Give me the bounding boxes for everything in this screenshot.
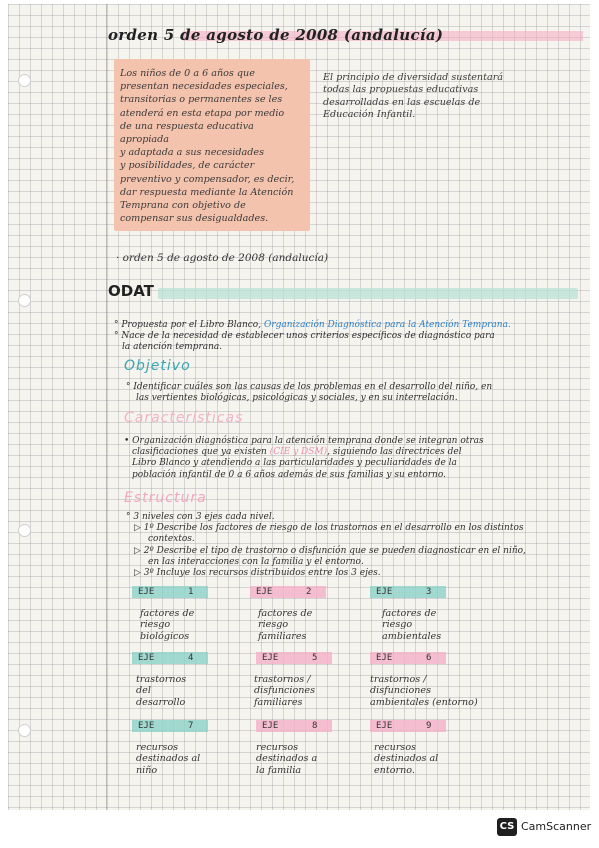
eje-6-label <box>370 652 446 664</box>
eje-number: 6 <box>426 653 432 663</box>
objetivo-title: Objetivo <box>124 358 191 374</box>
eje-text-line: desarrollo <box>136 696 186 708</box>
note-line: y adaptada a sus necesidades <box>120 147 265 159</box>
camscanner-logo: CS <box>497 818 517 836</box>
odat-highlight-text: Organización Diagnóstica para la Atención Temprana. <box>263 320 511 330</box>
eje-text-line: factores de <box>258 608 313 619</box>
eje-text-line: trastornos <box>136 674 187 685</box>
eje-label-text: EJE <box>376 653 393 663</box>
eje-9-label <box>370 720 446 732</box>
eje-number: 3 <box>426 587 432 597</box>
eje-label-text: EJE <box>256 587 273 597</box>
eje-label-text: EJE <box>138 721 155 731</box>
objetivo-line: las vertientes biológicas, psicológicas y sociales, y en su interrelación. <box>136 393 458 404</box>
eje-text-line: biológicos <box>140 630 190 642</box>
eje-4-text <box>136 674 236 708</box>
page-title: orden 5 de agosto de 2008 (andalucía) <box>108 26 444 44</box>
notebook-page <box>8 4 590 810</box>
eje-4-label <box>132 652 208 664</box>
note-line: de una respuesta educativa apropiada <box>120 120 254 146</box>
eje-number: 4 <box>188 653 194 663</box>
eje-text-line: recursos <box>136 742 179 753</box>
eje-1-text <box>140 608 240 642</box>
binder-hole <box>18 724 31 737</box>
caracteristicas-text-span: clasificaciones que ya existen <box>132 447 270 458</box>
odat-bullet-2-cont: la atención temprana. <box>122 342 223 353</box>
eje-text-line: niño <box>136 764 158 776</box>
odat-highlight <box>158 288 578 299</box>
eje-2-label <box>250 586 326 598</box>
estructura-line: ▷ 3º Incluye los recursos distribuidos entre los 3 ejes. <box>134 568 381 579</box>
side-note-line: Educación Infantil. <box>323 109 416 121</box>
note-line: dar respuesta mediante la Atención <box>120 186 294 198</box>
eje-text-line: trastornos / <box>254 674 311 685</box>
eje-text-line: ambientales <box>382 630 442 642</box>
caracteristicas-line: población infantil de 0 a 6 años además de sus familias y su entorno. <box>132 469 446 480</box>
caracteristicas-line <box>124 447 586 458</box>
eje-label-text: EJE <box>262 653 279 663</box>
estructura-line: ° 3 niveles con 3 ejes cada nivel. <box>126 512 275 522</box>
eje-text-line: riesgo <box>258 619 289 631</box>
eje-text-line: disfunciones <box>370 685 432 697</box>
side-note-line: desarrolladas en las escuelas de <box>323 96 481 108</box>
caracteristicas-title: Características <box>124 410 244 426</box>
note-box <box>114 59 310 231</box>
odat-bullet-2: ° Nace de la necesidad de establecer unos criterios específicos de diagnóstico para <box>114 331 495 342</box>
eje-text-line: destinados al <box>374 753 439 765</box>
binder-hole <box>18 74 31 87</box>
note-line: preventivo y compensador, es decir, <box>120 173 295 185</box>
eje-number: 1 <box>188 587 194 597</box>
objetivo-text <box>126 382 586 404</box>
binder-hole <box>18 524 31 537</box>
eje-7-text <box>136 742 236 776</box>
estructura-title: Estructura <box>124 490 207 506</box>
note-line: atenderá en esta etapa por medio <box>120 107 285 119</box>
estructura-line: ▷ 1º Describe los factores de riesgo de los trastornos en el desarrollo en los distintos <box>134 523 524 534</box>
eje-1-label <box>132 586 208 598</box>
eje-label-text: EJE <box>376 587 393 597</box>
note-line: Temprana con objetivo de <box>120 200 246 212</box>
note-line: transitorias o permanentes se les <box>120 94 283 106</box>
caracteristicas-line: • Organización diagnóstica para la atención temprana donde se integran otras <box>124 436 484 446</box>
eje-8-label <box>256 720 332 732</box>
eje-number: 7 <box>188 721 194 731</box>
reference-line: · orden 5 de agosto de 2008 (andalucía) <box>116 252 329 264</box>
odat-bullets <box>114 320 584 354</box>
cie-dsm-highlight: (CIE y DSM) <box>269 447 328 458</box>
eje-text-line: trastornos / <box>370 674 427 685</box>
margin-line <box>106 4 107 810</box>
eje-label-text: EJE <box>138 587 155 597</box>
estructura-text <box>126 512 588 579</box>
eje-3-text <box>382 608 482 642</box>
objetivo-line: ° Identificar cuáles son las causas de los problemas en el desarrollo del niño, en <box>126 382 493 392</box>
eje-text-line: factores de <box>140 608 195 619</box>
eje-text-line: del <box>136 685 151 697</box>
eje-text-line: entorno. <box>374 764 415 776</box>
eje-text-line: factores de <box>382 608 437 619</box>
eje-8-text <box>256 742 356 776</box>
eje-text-line: recursos <box>374 742 417 753</box>
eje-5-label <box>256 652 332 664</box>
eje-label-text: EJE <box>138 653 155 663</box>
side-note-line: todas las propuestas educativas <box>323 84 479 96</box>
eje-2-text <box>258 608 358 642</box>
eje-text-line: familiares <box>254 696 303 708</box>
side-note-line: El principio de diversidad sustentará <box>323 72 503 83</box>
eje-number: 8 <box>312 721 318 731</box>
estructura-line: contextos. <box>148 534 195 545</box>
eje-text-line: recursos <box>256 742 299 753</box>
eje-text-line: ambientales (entorno) <box>370 696 478 708</box>
estructura-line: ▷ 2º Describe el tipo de trastorno o disfunción que se pueden diagnosticar en el niño, <box>134 545 526 556</box>
eje-text-line: familiares <box>258 630 307 642</box>
note-line: y posibilidades, de carácter <box>120 160 255 172</box>
eje-7-label <box>132 720 208 732</box>
caracteristicas-line: Libro Blanco y atendiendo a las particularidades y peculiaridades de la <box>132 458 457 469</box>
eje-number: 2 <box>306 587 312 597</box>
eje-3-label <box>370 586 446 598</box>
eje-label-text: EJE <box>376 721 393 731</box>
note-line: compensar sus desigualdades. <box>120 213 269 225</box>
eje-6-text <box>370 674 490 708</box>
eje-text-line: riesgo <box>382 619 413 631</box>
estructura-line: en las interacciones con la familia y el entorno. <box>148 556 364 567</box>
eje-label-text: EJE <box>262 721 279 731</box>
eje-number: 9 <box>426 721 432 731</box>
caracteristicas-text-span: , siguiendo las directrices del <box>327 447 462 458</box>
eje-5-text <box>254 674 354 708</box>
camscanner-watermark: CamScanner <box>521 820 592 833</box>
side-note <box>323 72 533 122</box>
eje-text-line: destinados a <box>256 753 318 765</box>
bullet-text: ° Propuesta por el Libro Blanco, <box>114 320 264 330</box>
binder-hole <box>18 294 31 307</box>
eje-number: 5 <box>312 653 318 663</box>
eje-text-line: riesgo <box>140 619 171 631</box>
note-line: presentan necesidades especiales, <box>120 81 288 93</box>
eje-text-line: destinados al <box>136 753 201 765</box>
odat-title: ODAT <box>108 282 154 300</box>
eje-text-line: disfunciones <box>254 685 316 697</box>
eje-text-line: la familia <box>256 764 302 776</box>
caracteristicas-text <box>124 436 586 481</box>
odat-bullet-1 <box>114 320 584 331</box>
note-line: Los niños de 0 a 6 años que <box>120 68 255 79</box>
eje-9-text <box>374 742 474 776</box>
